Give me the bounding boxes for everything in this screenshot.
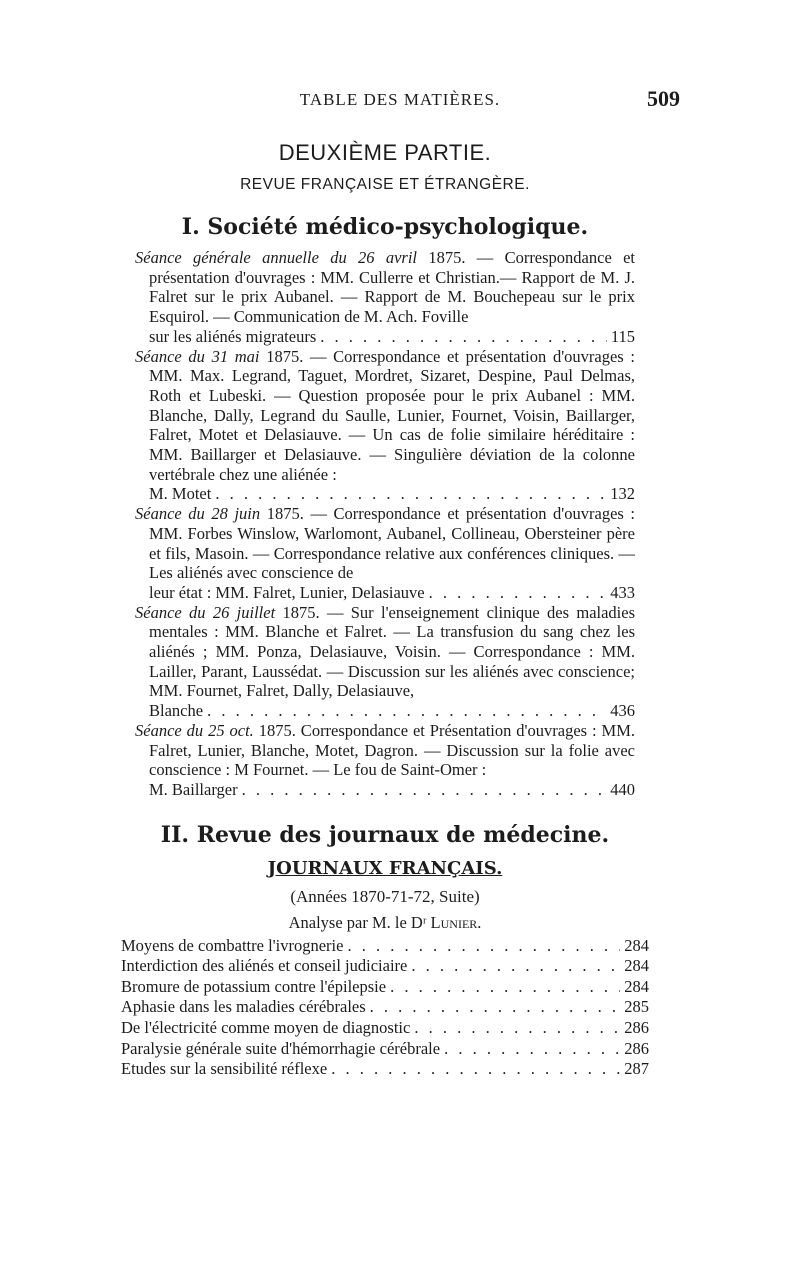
item-text: Moyens de combattre l'ivrognerie [121, 935, 344, 955]
item-text: Paralysie générale suite d'hémorrhagie cérébrale [121, 1038, 441, 1058]
list-item [121, 997, 649, 1018]
item-page: 284 [624, 935, 649, 955]
analyse-author: Lunier. [430, 912, 482, 932]
list-item [121, 1039, 649, 1060]
entry-page: 436 [610, 701, 635, 721]
item-page: 286 [624, 1038, 649, 1058]
dot-leader [429, 583, 607, 603]
dot-leader [331, 1059, 620, 1080]
list-item [121, 977, 649, 998]
running-head-title: TABLE DES MATIÈRES. [299, 90, 501, 109]
dot-leader [207, 701, 606, 721]
item-text: Bromure de potassium contre l'épilepsie [121, 976, 387, 996]
years-note: (Années 1870-71-72, Suite) [290, 886, 480, 906]
dot-leader [390, 977, 620, 998]
analyse-note [135, 910, 635, 936]
entry-text: 1875. — Correspondance et présentation d'ouvrages : MM. Max. Legrand, Taguet, Mordret, Sizaret, Despine, Paul Delmas, Roth et Lubeski. — Question proposée pour le prix Aubanel : MM. Blanche, Dally, Legrand du Saulle, Lunier, Fournet, Voisin, Baillarger, Falret, Motet et Delasiauve. — Un cas de folie similaire héréditaire : MM. Baillarger et Delasiauve. — Singulière déviation de la colonne vertébrale chez une aliénée : [149, 346, 635, 484]
item-page: 287 [624, 1059, 649, 1079]
part-subtitle: REVUE FRANÇAISE ET ÉTRANGÈRE. [240, 176, 530, 193]
toc-entry [135, 603, 635, 721]
entry-last-line: leur état : MM. Falret, Lunier, Delasiauve [149, 582, 425, 602]
dot-leader [414, 1018, 620, 1039]
dot-leader [320, 327, 607, 347]
item-text: Interdiction des aliénés et conseil judiciaire [121, 956, 408, 976]
dot-leader [370, 997, 621, 1018]
toc-entry [135, 721, 635, 800]
entry-lead: Séance générale annuelle du 26 avril [135, 248, 417, 267]
part-title: DEUXIÈME PARTIE. [278, 140, 492, 165]
entry-lead: Séance du 26 juillet [135, 602, 276, 622]
entry-page: 433 [610, 582, 635, 602]
entry-last-line: M. Baillarger [149, 779, 238, 799]
entry-page: 440 [610, 779, 635, 799]
entry-last-line: Blanche [149, 701, 204, 721]
entry-text: 1875. Correspondance et Présentation d'ouvrages : MM. Falret, Lunier, Blanche, Motet, Dagron. — Discussion sur la folie avec conscience : M Fournet. — Le fou de Saint-Omer : [149, 720, 635, 780]
section-heading-revue: II. Revue des journaux de médecine. [160, 821, 610, 848]
entry-last-line: M. Motet [149, 484, 212, 504]
content-column [121, 136, 649, 1080]
item-page: 284 [624, 956, 649, 976]
entry-lead: Séance du 25 oct. [135, 720, 254, 740]
list-item [121, 1059, 649, 1080]
list-item [121, 936, 649, 957]
entry-text: 1875. — Sur l'enseignement clinique des maladies mentales : MM. Blanche et Falret. — La transfusion du sang chez les aliénés ; MM. Ponza, Delasiauve, Voisin. — Correspondance : MM. Lailler, Parant, Laussédat. — Discussion sur les aliénés avec conscience; MM. Fournet, Falret, Dally, Delasiauve, [149, 602, 636, 701]
dot-leader [242, 780, 607, 800]
entry-page: 115 [610, 326, 635, 346]
toc-entry [135, 248, 635, 347]
item-text: Etudes sur la sensibilité réflexe [121, 1059, 328, 1079]
analyse-prefix: Analyse par M. le Dʳ [288, 912, 431, 932]
dot-leader [411, 956, 620, 977]
journaux-francais-heading: JOURNAUX FRANÇAIS. [267, 857, 503, 879]
item-page: 285 [624, 997, 649, 1017]
section-heading-societe: I. Société médico-psychologique. [181, 214, 589, 240]
dot-leader [215, 484, 606, 504]
entry-page: 132 [610, 484, 635, 504]
entry-lead: Séance du 31 mai [135, 346, 260, 366]
entry-last-line: sur les aliénés migrateurs [149, 326, 317, 346]
running-head [120, 86, 680, 116]
item-page: 284 [624, 976, 649, 996]
toc-entry [135, 504, 635, 603]
list-item [121, 956, 649, 977]
journal-list [121, 936, 649, 1080]
toc-entry [135, 347, 635, 505]
entry-lead: Séance du 28 juin [135, 504, 261, 524]
page-number: 509 [647, 86, 680, 111]
item-text: Aphasie dans les maladies cérébrales [121, 997, 366, 1017]
item-page: 286 [624, 1018, 649, 1038]
item-text: De l'électricité comme moyen de diagnostic [121, 1018, 411, 1038]
dot-leader [444, 1039, 620, 1060]
entry-text: 1875. — Correspondance et présentation d'ouvrages : MM. Forbes Winslow, Warlomont, Aubanel, Collineau, Obersteiner père et fils, Masoin. — Correspondance relative aux conférences cliniques. — Les aliénés avec conscience de [149, 504, 636, 583]
dot-leader [347, 936, 620, 957]
entry-text: 1875. — Correspondance et présentation d'ouvrages : MM. Cullerre et Christian.— Rapport de M. J. Falret sur le prix Aubanel. — Rapport de M. Boucheреau sur le prix Esquirol. — Communication de M. Ach. Foville [149, 248, 635, 327]
list-item [121, 1018, 649, 1039]
